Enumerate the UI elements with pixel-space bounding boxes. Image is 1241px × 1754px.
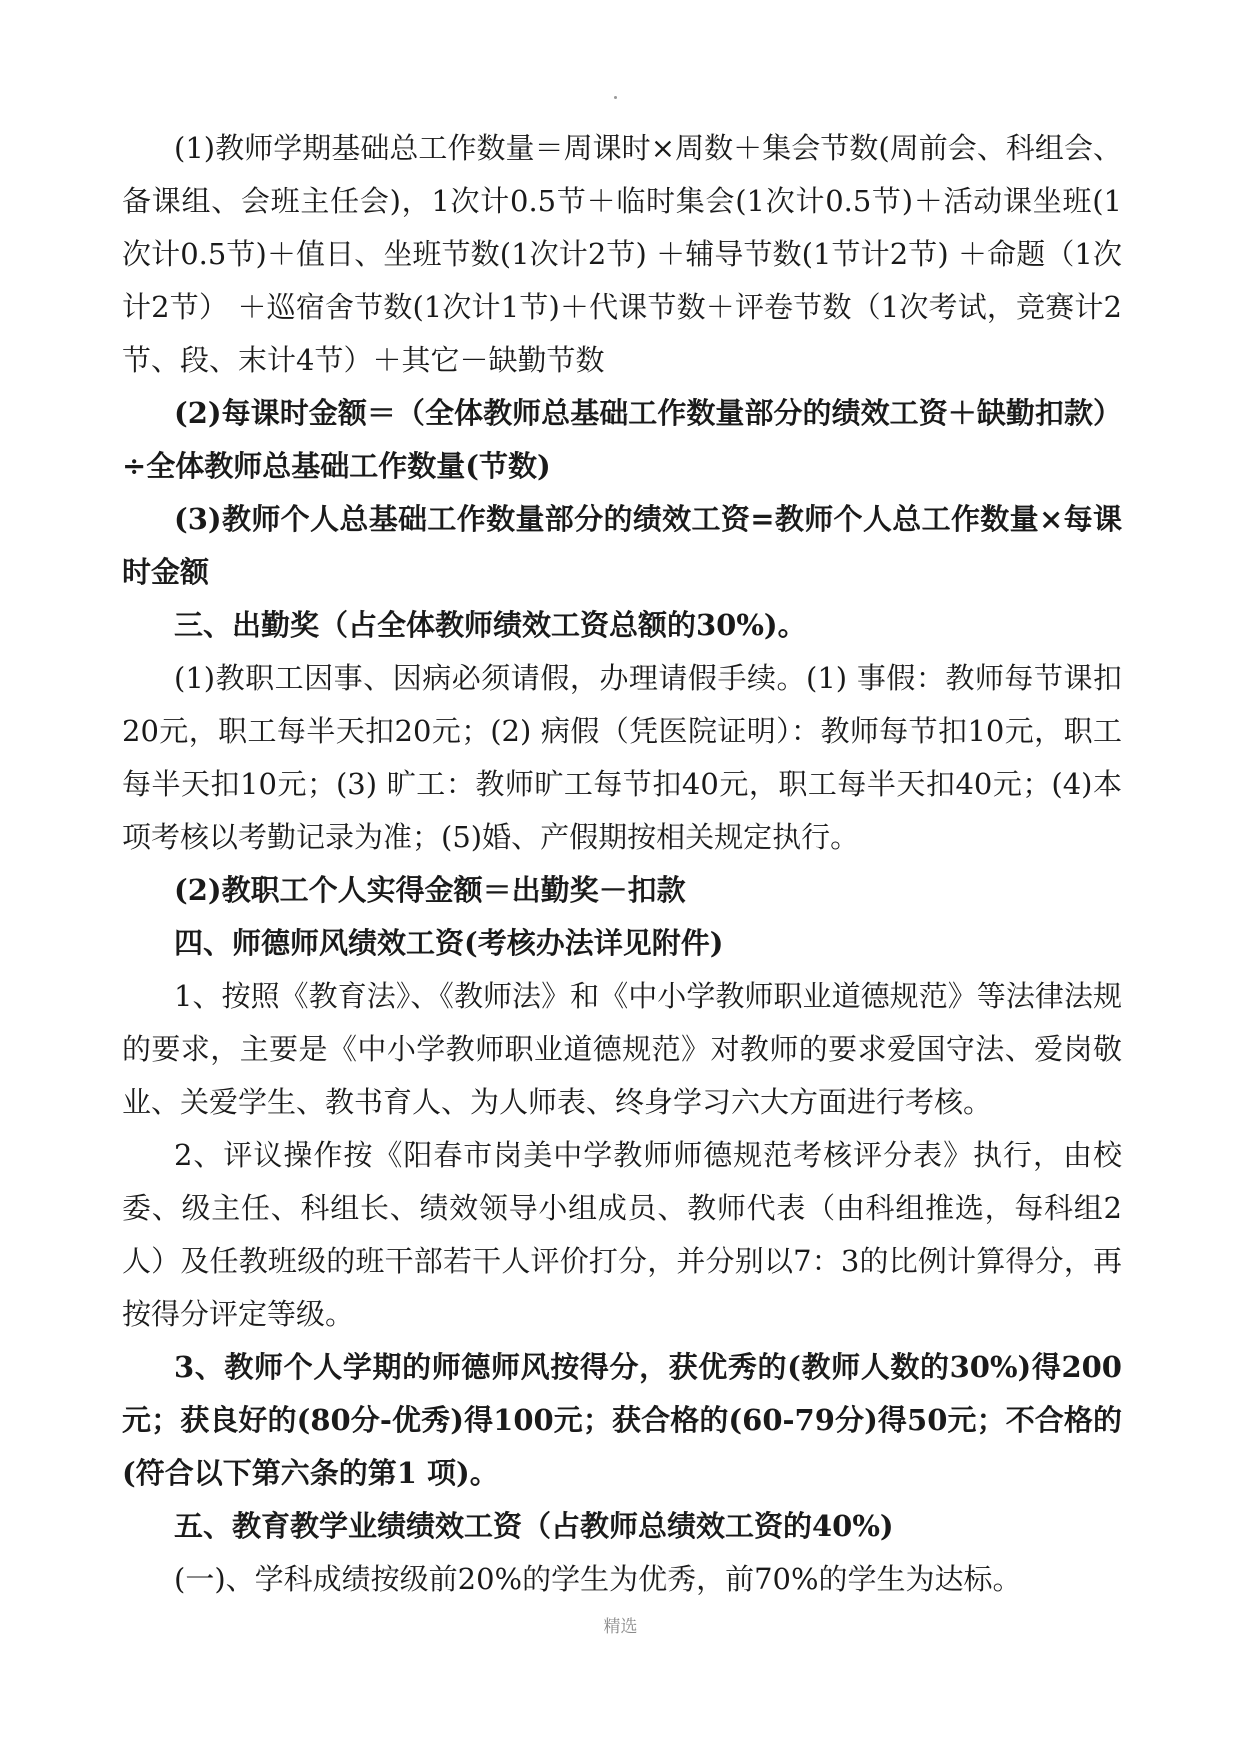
paragraph-leave-rules: (1)教职工因事、因病必须请假，办理请假手续。(1) 事假：教师每节课扣20元，职工每半天扣20元；(2) 病假（凭医院证明）：教师每节扣10元，职工每半天扣10元；(3) 旷工：教师旷工每节扣40元，职工每半天扣40元；(4)本项考核以考勤记录为准；(5)婚、产假期按相关规定执行。 (122, 661, 1122, 854)
heading-ethics-pay: 四、师德师风绩效工资(考核办法详见附件) (174, 926, 724, 960)
paragraph-workload-formula: (1)教师学期基础总工作数量＝周课时×周数＋集会节数(周前会、科组会、备课组、会班主任会)，1次计0.5节＋临时集会(1次计0.5节)＋活动课坐班(1次计0.5节)＋值日、坐班节数(1次计2节) ＋辅导节数(1节计2节) ＋命题（1次计2节） ＋巡宿舍节数(1次计1节)＋代课节数＋评卷节数（1次考试，竞赛计2节、段、末计4节）＋其它－缺勤节数 (122, 131, 1122, 377)
paragraph-hourly-amount: (2)每课时金额＝（全体教师总基础工作数量部分的绩效工资＋缺勤扣款）÷全体教师总基础工作数量(节数) (122, 396, 1122, 483)
heading-attendance-bonus: 三、出勤奖（占全体教师绩效工资总额的30%)。 (174, 608, 807, 642)
paragraph-ethics-evaluation: 2、评议操作按《阳春市岗美中学教师师德规范考核评分表》执行，由校委、级主任、科组长、绩效领导小组成员、教师代表（由科组推选，每科组2人）及任教班级的班干部若干人评价打分，并分别以7：3的比例计算得分，再按得分评定等级。 (122, 1138, 1122, 1331)
footer-label: 精选 (603, 1617, 638, 1637)
document-body (122, 122, 1122, 1606)
paragraph-personal-pay: (3)教师个人总基础工作数量部分的绩效工资=教师个人总工作数量×每课时金额 (122, 502, 1122, 589)
paragraph-subject-grades: (一)、学科成绩按级前20%的学生为优秀，前70%的学生为达标。 (174, 1562, 1022, 1596)
heading-teaching-performance-pay: 五、教育教学业绩绩效工资（占教师总绩效工资的40%) (174, 1509, 894, 1543)
paragraph-actual-amount: (2)教职工个人实得金额＝出勤奖－扣款 (174, 873, 686, 907)
paragraph-ethics-laws: 1、按照《教育法》、《教师法》和《中小学教师职业道德规范》等法律法规的要求，主要是《中小学教师职业道德规范》对教师的要求爱国守法、爱岗敬业、关爱学生、教书育人、为人师表、终身学习六大方面进行考核。 (122, 979, 1122, 1119)
header-mark (614, 96, 617, 99)
paragraph-ethics-awards: 3、教师个人学期的师德师风按得分，获优秀的(教师人数的30%)得200元；获良好的(80分-优秀)得100元；获合格的(60-79分)得50元；不合格的(符合以下第六条的第1 项)。 (122, 1350, 1122, 1490)
